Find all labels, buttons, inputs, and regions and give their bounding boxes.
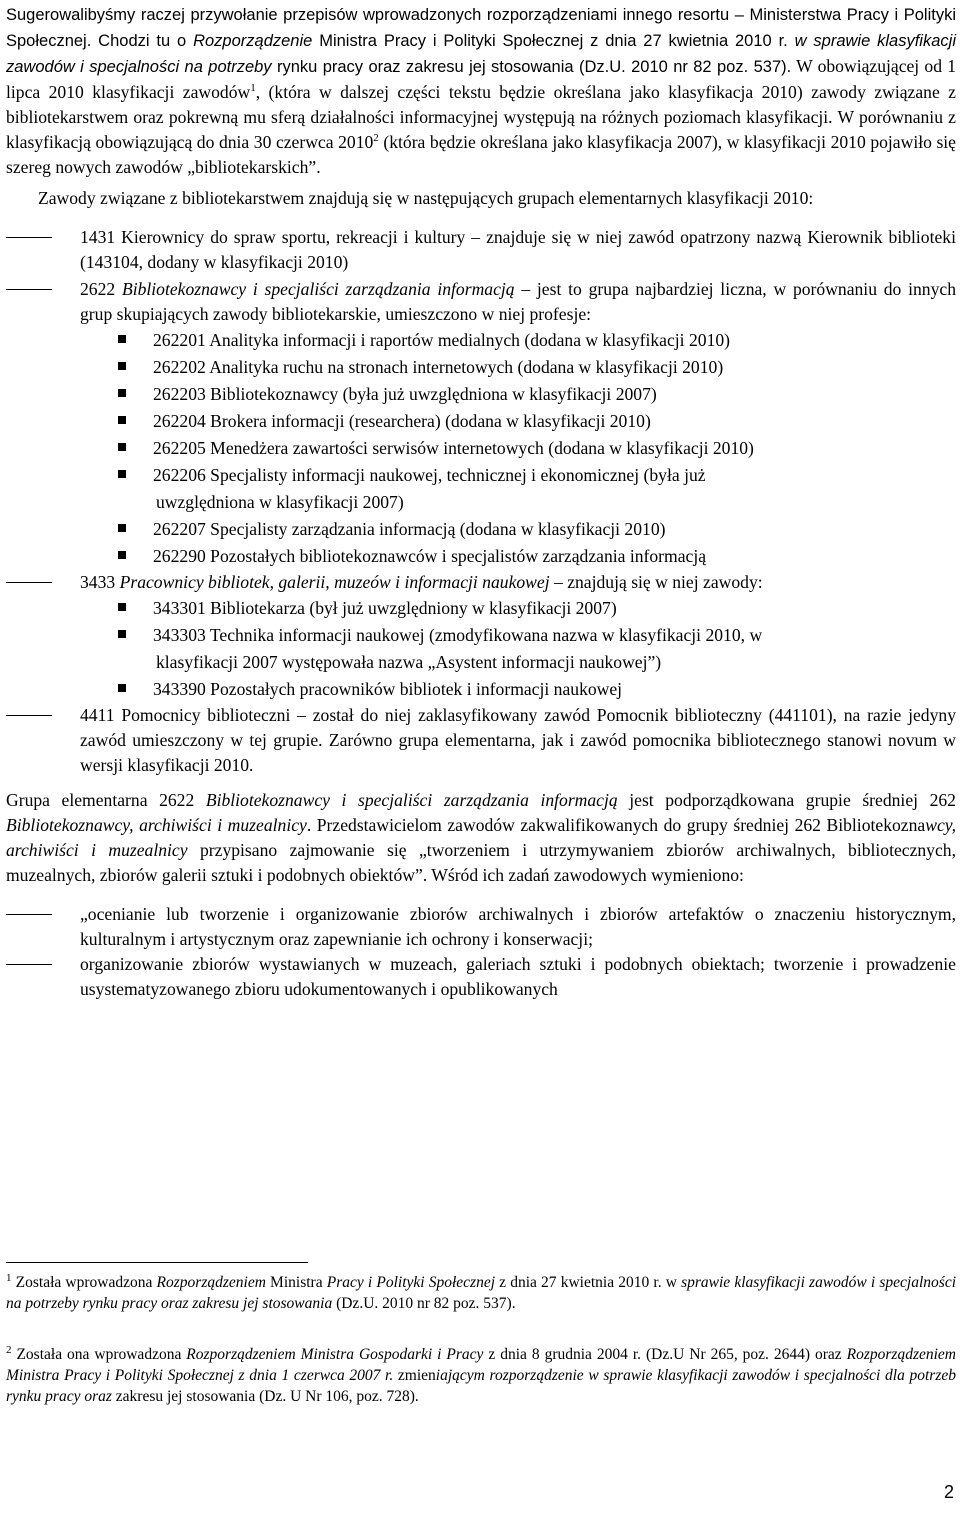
list-item — [6, 462, 956, 516]
text-span: W obowiązującej od 1 lipca 2010 klasyfikacji zawodów — [6, 56, 957, 102]
item-text: 4411 Pomocnicy biblioteczni – został do niej zaklasyfikowany zawód Pomocnik biblioteczny (441101), na razie jedyny zawód umieszczony w tej grupie. Zarówno grupa elementarna, jak i zawód pomocnika bibliotecznego stanowi novum w wersji klasyfikacji 2010. — [80, 705, 956, 775]
list-item — [6, 408, 956, 435]
item-text: „ocenianie lub tworzenie i organizowanie zbiorów archiwalnych i zbiorów artefaktów o znaczeniu historycznym, kulturalnym i artystycznym oraz zapewnianie ich ochrony i konserwacji; — [80, 904, 956, 949]
dash-bullet-icon — [6, 914, 52, 915]
square-bullet-icon — [118, 524, 126, 532]
list-item-text: 262290 Pozostałych bibliotekoznawców i specjalistów zarządzania informacją — [153, 546, 707, 566]
list-item-continuation: klasyfikacji 2007 występowała nazwa „Asystent informacji naukowej”) — [156, 652, 662, 672]
list-2622 — [6, 327, 956, 570]
square-bullet-icon — [118, 630, 126, 638]
text-span: Rozporządzeniem Ministra Pracy i Polityki Społecznej z dnia 1 czerwca 2007 r. — [6, 1346, 956, 1384]
text-span: wcy, archiwiści i muzealnicy — [6, 815, 956, 860]
list-item — [6, 595, 956, 622]
list-item-text: 343303 Technika informacji naukowej (zmodyfikowana nazwa w klasyfikacji 2010, w — [153, 625, 763, 645]
list-item-continuation: uwzględniona w klasyfikacji 2007) — [156, 492, 404, 512]
list-item-text: 343301 Bibliotekarza (był już uwzględniony w klasyfikacji 2007) — [153, 598, 617, 618]
list-item — [6, 354, 956, 381]
text-span: zmien — [393, 1367, 436, 1384]
text-span: Rozporządzeniem Ministra Gospodarki i Pracy — [186, 1346, 484, 1363]
dash-bullet-icon — [6, 964, 52, 965]
text-span: Pracy i Polityki Społecznej — [326, 1274, 496, 1291]
footnote-2 — [6, 1344, 956, 1407]
list-item-text: 262201 Analityka informacji i raportów medialnych (dodana w klasyfikacji 2010) — [153, 330, 731, 350]
footnote-number: 1 — [6, 1271, 12, 1284]
task-item — [6, 902, 956, 952]
list-item-text: 262202 Analityka ruchu na stronach internetowych (dodana w klasyfikacji 2010) — [153, 357, 724, 377]
text-span: zakresu jej stosowania (Dz. U Nr 106, poz. 728). — [111, 1388, 419, 1405]
group-1431-item — [6, 225, 956, 275]
text-span: , (która w dalszej części tekstu będzie określana jako klasyfikacja 2010) zawody związane z bibliotekarstwem oraz pokrewną mu sferą działalności informacyjnej występują na różnych poziomach klasyfikacji. W porównaniu z klasyfikacją obowiązującą do dnia 30 czerwca 2010 — [6, 82, 956, 152]
square-bullet-icon — [118, 443, 126, 451]
page-number: 2 — [943, 1482, 954, 1502]
text-span: Pracownicy bibliotek, galerii, muzeów i informacji naukowej — [119, 572, 550, 592]
text-span: Ministra Pracy i Polityki Społecznej z dnia 27 kwietnia 2010 r. — [312, 32, 795, 50]
text-span: z dnia 27 kwietnia 2010 r. w — [495, 1274, 682, 1291]
document-page — [6, 2, 957, 1405]
text-span: – jest to grupa najbardziej liczna, w porównaniu do innych grup skupiających zawody bibliotekarskie, umieszczono w niej profesje: — [80, 279, 957, 324]
footnote-1 — [6, 1272, 956, 1314]
text-span: Sugerowalibyśmy raczej przywołanie przepisów wprowadzonych rozporządzeniami innego resortu – Ministerstwa Pracy i Polityki Społecznej. Chodzi tu o — [6, 6, 956, 50]
square-bullet-icon — [118, 416, 126, 424]
group-2622-item — [6, 277, 956, 327]
list-item-text: 262205 Menedżera zawartości serwisów internetowych (dodana w klasyfikacji 2010) — [153, 438, 754, 458]
list-item — [6, 381, 956, 408]
list-item-text: 262204 Brokera informacji (researchera) (dodana w klasyfikacji 2010) — [153, 411, 651, 431]
text-span: sprawie klasyfikacji zawodów i specjalności na potrzeby rynku pracy oraz zakresu jej stosowania — [6, 1274, 957, 1312]
intro-paragraph — [6, 2, 956, 180]
groups-intro-paragraph: Zawody związane z bibliotekarstwem znajdują się w następujących grupach elementarnych klasyfikacji 2010: — [38, 188, 814, 208]
tasks-list — [6, 902, 956, 1002]
text-span: – znajdują się w niej zawody: — [549, 572, 763, 592]
text-span: . Przedstawicielom zawodów zakwalifikowanych do grupy średniej 262 Bibliotekozna — [306, 815, 926, 835]
text-span: rynku pracy oraz zakresu jej stosowania (Dz.U. 2010 nr 82 poz. 537). — [271, 58, 792, 76]
task-item — [6, 952, 956, 1002]
list-item — [6, 622, 956, 676]
list-3433 — [6, 595, 956, 703]
square-bullet-icon — [118, 362, 126, 370]
text-span: Rozporządzenie — [193, 32, 313, 50]
square-bullet-icon — [118, 389, 126, 397]
list-item — [6, 327, 956, 354]
footnote-number: 2 — [6, 1343, 12, 1356]
square-bullet-icon — [118, 603, 126, 611]
list-item — [6, 676, 956, 703]
list-item — [6, 516, 956, 543]
text-span: w sprawie klasyfikacji zawodów i specjalności na potrzeby — [6, 32, 956, 76]
list-item-text: 262203 Bibliotekoznawcy (była już uwzględniona w klasyfikacji 2007) — [153, 384, 657, 404]
square-bullet-icon — [118, 335, 126, 343]
text-span: Została ona wprowadzona — [11, 1346, 187, 1363]
text-span: jest podporządkowana grupie średniej 262 — [617, 790, 956, 810]
dash-bullet-icon — [6, 237, 52, 238]
list-item-text: 262206 Specjalisty informacji naukowej, technicznej i ekonomicznej (była już — [153, 465, 706, 485]
footnote-ref-2[interactable]: 2 — [373, 132, 379, 145]
item-text: organizowanie zbiorów wystawianych w muzeach, galeriach sztuki i podobnych obiektach; tworzenie i prowadzenie usystematyzowanego zbioru udokumentowanych i opublikowanych — [80, 954, 956, 999]
text-span: Bibliotekoznawcy i specjaliści zarządzania informacją — [121, 279, 515, 299]
square-bullet-icon — [118, 551, 126, 559]
text-span: Grupa elementarna 2622 — [6, 790, 206, 810]
text-span: (Dz.U. 2010 nr 82 poz. 537). — [332, 1295, 516, 1312]
group-3433-item — [6, 570, 956, 595]
text-span: 2622 — [80, 279, 122, 299]
list-item-text: 343390 Pozostałych pracowników bibliotek i informacji naukowej — [153, 679, 623, 699]
text-span: Została wprowadzona — [11, 1274, 157, 1291]
item-text: 1431 Kierownicy do spraw sportu, rekreacji i kultury – znajduje się w niej zawód opatrzony nazwą Kierownik biblioteki (143104, dodany w klasyfikacji 2010) — [80, 227, 956, 272]
text-span: Ministra — [265, 1274, 327, 1291]
square-bullet-icon — [118, 684, 126, 692]
text-span: przypisano zajmowanie się „tworzeniem i utrzymywaniem zbiorów archiwalnych, bibliotecznych, muzealnych, zbiorów galerii sztuki i podobnych obiektów”. Wśród ich zadań zawodowych wymieniono: — [6, 840, 956, 885]
text-span: 3433 — [80, 572, 120, 592]
dash-bullet-icon — [6, 715, 52, 716]
footnote-ref-1[interactable]: 1 — [250, 82, 256, 95]
square-bullet-icon — [118, 470, 126, 478]
list-item-text: 262207 Specjalisty zarządzania informacją (dodana w klasyfikacji 2010) — [153, 519, 666, 539]
dash-bullet-icon — [6, 289, 52, 290]
dash-bullet-icon — [6, 582, 52, 583]
text-span: (która będzie określana jako klasyfikacja 2007), w klasyfikacji 2010 pojawiło się szereg nowych zawodów „bibliotekarskich”. — [6, 132, 956, 177]
footnote-divider — [6, 1262, 308, 1263]
text-span: iającym rozporządzenie w sprawie klasyfikacji zawodów i specjalności dla potrzeb rynku pracy oraz — [6, 1367, 956, 1405]
group-2622-paragraph — [6, 788, 956, 888]
text-span: z dnia 8 grudnia 2004 r. (Dz.U Nr 265, poz. 2644) oraz — [483, 1346, 847, 1363]
list-item — [6, 543, 956, 570]
text-span: Rozporządzeniem — [156, 1274, 266, 1291]
list-item — [6, 435, 956, 462]
group-4411-item — [6, 703, 956, 778]
text-span: Bibliotekoznawcy i specjaliści zarządzania informacją — [205, 790, 618, 810]
text-span: Bibliotekoznawcy, archiwiści i muzealnicy — [6, 815, 307, 835]
